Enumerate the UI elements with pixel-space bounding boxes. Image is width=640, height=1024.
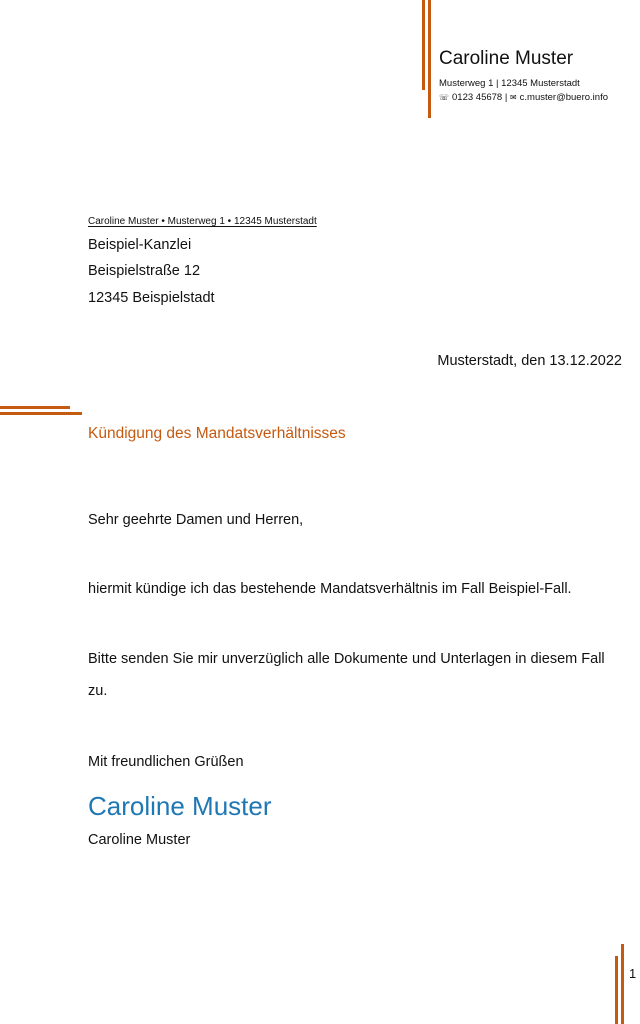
sender-phone: 0123 45678: [452, 92, 503, 103]
header-accent-bar-right: [428, 0, 431, 118]
subject-accent-bar-top: [0, 406, 70, 409]
footer-accent-bar-left: [615, 956, 618, 1024]
contact-separator: |: [504, 92, 508, 103]
envelope-icon: ✉: [509, 93, 517, 102]
sender-email: c.muster@buero.info: [519, 92, 608, 103]
body-paragraph-2-line-2: zu.: [88, 683, 108, 699]
header-accent-bar-left: [422, 0, 425, 90]
body-paragraph-1: hiermit kündige ich das bestehende Mandatsverhältnis im Fall Beispiel-Fall.: [88, 581, 572, 597]
return-address-line: Caroline Muster • Musterweg 1 • 12345 Musterstadt: [88, 216, 317, 227]
body-paragraph-2-line-1: Bitte senden Sie mir unverzüglich alle Dokumente und Unterlagen in diesem Fall: [88, 651, 605, 667]
salutation: Sehr geehrte Damen und Herren,: [88, 512, 304, 528]
sender-contact-line: [439, 92, 608, 104]
recipient-city: 12345 Beispielstadt: [88, 290, 215, 306]
sender-address: Musterweg 1 | 12345 Musterstadt: [439, 78, 580, 89]
signature: Caroline Muster: [88, 791, 272, 821]
phone-icon: ☏: [439, 93, 450, 102]
signed-name: Caroline Muster: [88, 832, 191, 848]
subject-accent-bar-bottom: [0, 412, 82, 415]
sender-name: Caroline Muster: [439, 48, 574, 69]
recipient-street: Beispielstraße 12: [88, 263, 201, 279]
subject-line: Kündigung des Mandatsverhältnisses: [88, 425, 346, 442]
footer-accent-bar-right: [621, 944, 624, 1024]
page-number: 1: [629, 966, 637, 981]
recipient-name: Beispiel-Kanzlei: [88, 237, 192, 253]
closing-phrase: Mit freundlichen Grüßen: [88, 754, 244, 770]
date-line: Musterstadt, den 13.12.2022: [437, 353, 622, 369]
